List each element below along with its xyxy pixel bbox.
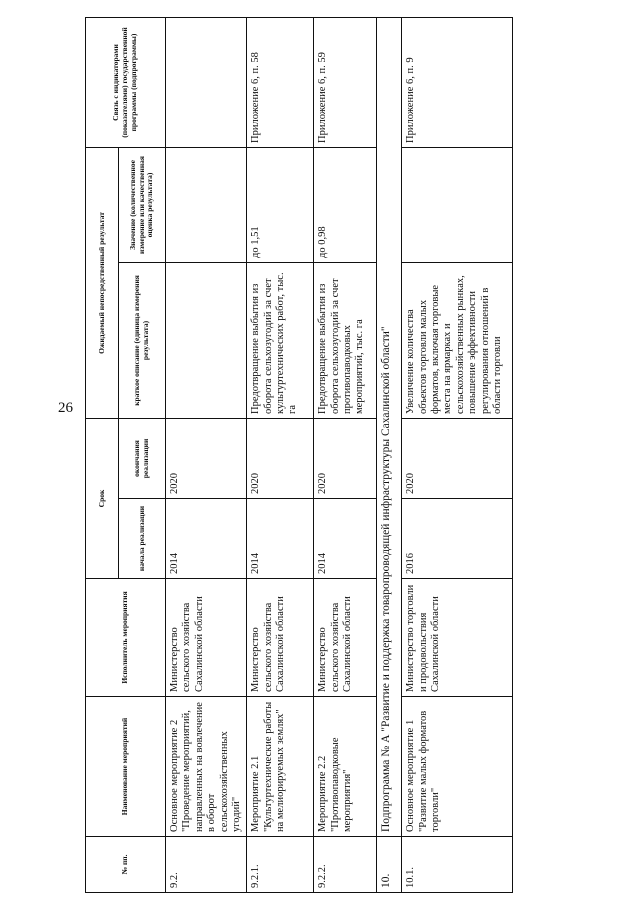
row-value: [166, 147, 247, 262]
section-num: 10.: [377, 837, 402, 893]
header-row-1: [86, 17, 119, 892]
table-row: [166, 17, 247, 892]
row-description: Предотвращение выбытия из оборота сельхозугодий за счет противопаводковых мероприятий, тыс. га: [314, 262, 377, 418]
header-expected: Ожидаемый непосредственный результат: [86, 147, 119, 418]
table-row: [247, 17, 314, 892]
row-end: 2020: [402, 418, 513, 498]
row-value: [402, 147, 513, 262]
row-start: 2014: [166, 499, 247, 579]
activities-table: [85, 17, 513, 893]
header-start: начала реализации: [119, 499, 166, 579]
section-row: [377, 17, 402, 892]
header-name: Наименование мероприятий: [86, 697, 166, 837]
row-start: 2014: [247, 499, 314, 579]
row-executor: Министерство сельского хозяйства Сахалинской области: [166, 579, 247, 697]
header-link: Связь с индикаторами (показателями) государственной программы (подпрограммы): [86, 17, 166, 147]
page-number: 26: [58, 400, 73, 416]
row-end: 2020: [166, 418, 247, 498]
row-name: Основное мероприятие 2 "Проведение мероприятий, направленных на вовлечение в оборот сельскохозяйственных угодий": [166, 697, 247, 837]
section-title: Подпрограмма № А "Развитие и поддержка товаропроводящей инфраструктуры Сахалинской области": [377, 17, 402, 836]
row-start: 2016: [402, 499, 513, 579]
table-row: [314, 17, 377, 892]
row-link: Приложение 6, п. 59: [314, 17, 377, 147]
header-end: окончания реализации: [119, 418, 166, 498]
row-value: до 0,98: [314, 147, 377, 262]
row-executor: Министерство торговли и продовольствия Сахалинской области: [402, 579, 513, 697]
header-term: Срок: [86, 418, 119, 578]
header-executor: Исполнитель мероприятия: [86, 579, 166, 697]
row-value: до 1,51: [247, 147, 314, 262]
header-description: краткое описание (единица измерения результата): [119, 262, 166, 418]
header-value: Значение (количественное измерение или качественная оценка результата): [119, 147, 166, 262]
row-end: 2020: [314, 418, 377, 498]
row-executor: Министерство сельского хозяйства Сахалинской области: [314, 579, 377, 697]
header-num: № пп.: [86, 837, 166, 893]
table-row: [402, 17, 513, 892]
row-num: 9.2.2.: [314, 837, 377, 893]
row-num: 9.2.1.: [247, 837, 314, 893]
row-num: 9.2.: [166, 837, 247, 893]
row-description: [166, 262, 247, 418]
row-link: Приложение 6, п. 58: [247, 17, 314, 147]
row-executor: Министерство сельского хозяйства Сахалинской области: [247, 579, 314, 697]
row-description: Увеличение количества объектов торговли малых форматов, включая торговые места на ярмарках и сельскохозяйственных рынках, повышение эффективности регулирования отношений в области торговли: [402, 262, 513, 418]
row-name: Мероприятие 2.2 "Противопаводковые мероприятия": [314, 697, 377, 837]
row-link: [166, 17, 247, 147]
row-link: Приложение 6, п. 9: [402, 17, 513, 147]
row-name: Мероприятие 2.1 "Культуртехнические работы на мелиорируемых землях": [247, 697, 314, 837]
row-description: Предотвращение выбытия из оборота сельхозугодий за счет культуртехнических работ, тыс. га: [247, 262, 314, 418]
row-name: Основное мероприятие 1 "Развитие малых форматов торговли": [402, 697, 513, 837]
row-start: 2014: [314, 499, 377, 579]
rotated-table-sheet: [85, 18, 615, 893]
row-end: 2020: [247, 418, 314, 498]
row-num: 10.1.: [402, 837, 513, 893]
